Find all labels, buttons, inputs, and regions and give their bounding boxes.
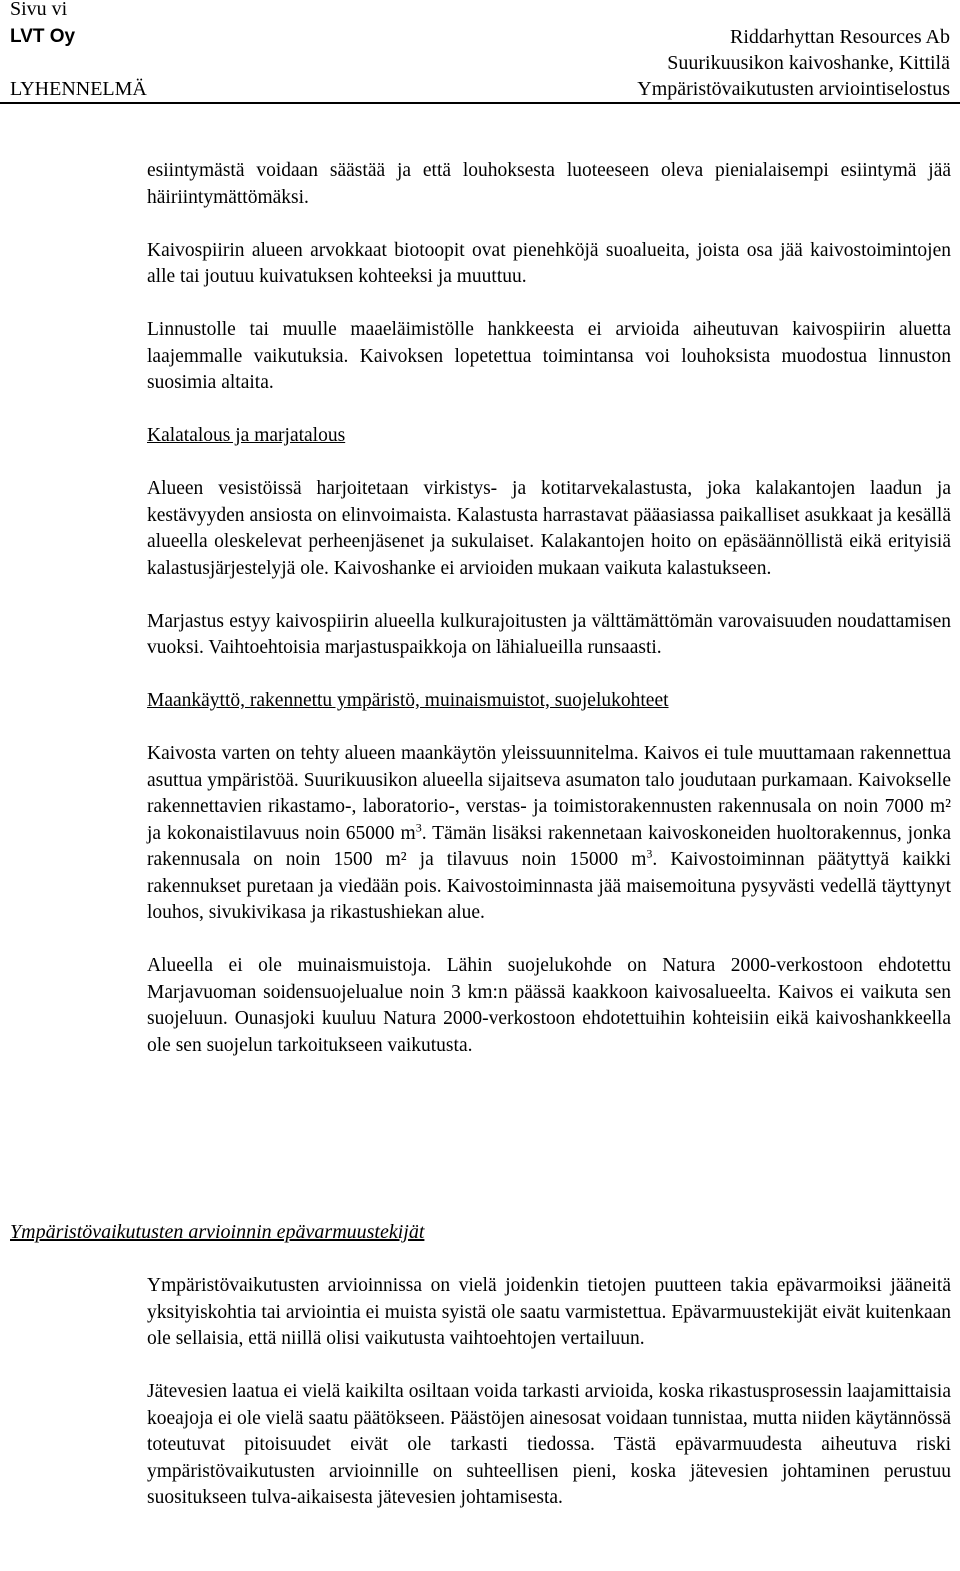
land-use-text-part3: . Kaivostoiminnan päätyttyä kaikki rakennukset puretaan ja viedään pois. Kaivostoiminnasta jää maisemoituna pysyvästi vedellä täyttynyt louhos, sivukivikasa ja rikastushiekan alue. bbox=[147, 849, 951, 923]
uncertainty-content bbox=[147, 1273, 951, 1512]
paragraph-berries: Marjastus estyy kaivospiirin alueella kulkurajoitusten ja välttämättömän varovaisuuden noudattamisen vuoksi. Vaihtoehtoisia marjastuspaikkoja on lähialueilla runsaasti. bbox=[147, 610, 951, 658]
land-use-text-part2: . Tämän lisäksi rakennetaan kaivoskoneiden huoltorakennus, jonka rakennusala on noin 1500 m² ja tilavuus noin 15000 m bbox=[147, 822, 951, 870]
page-number: Sivu vi bbox=[10, 0, 68, 20]
paragraph-land-use bbox=[147, 741, 951, 927]
heading-fishing-berries: Kalatalous ja marjatalous bbox=[147, 425, 346, 446]
paragraph-deposit: esiintymästä voidaan säästää ja että louhoksesta luoteeseen oleva pienialaisempi esiintymä jää häiriintymättömäksi. bbox=[147, 160, 951, 208]
main-content bbox=[147, 158, 951, 1086]
page-header bbox=[0, 0, 960, 104]
company-name: LVT Oy bbox=[10, 26, 76, 47]
paragraph-uncertainty-wastewater: Jätevesien laatua ei vielä kaikilta osiltaan voida tarkasti arvioida, koska rikastusprosessin laajamittaisia koeajoja ei ole vielä saatu päätökseen. Päästöjen ainesosat voidaan tunnistaa, mutta niiden käytännössä toteutuvat pitoisuudet eivät ole tarkasti tiedossa. Tästä epävarmuudesta aiheutuva riski ympäristövaikutusten arvioinnille on suhteellisen pieni, koska jätevesien johtaminen perustuu suositukseen tulva-aikaisesta jätevesien johtamisesta. bbox=[147, 1381, 951, 1508]
paragraph-fishing: Alueen vesistöissä harjoitetaan virkistys- ja kotitarvekalastusta, joka kalakantojen laadun ja kestävyyden ansiosta on elinvoimaista. Kalastusta harrastavat pääasiassa paikalliset asukkaat ja kesällä alueella oleskelevat perheenjäsenet ja sukulaiset. Kalakantojen hoito on epäsäännöllistä eikä erityisiä kalastusjärjestelyjä ole. Kaivoshanke ei arvioiden mukaan vaikuta kalastukseen. bbox=[147, 478, 951, 579]
project-name: Suurikuusikon kaivoshanke, Kittilä bbox=[667, 52, 950, 74]
superscript-3: 3 bbox=[646, 846, 653, 861]
paragraph-antiquities: Alueella ei ole muinaismuistoja. Lähin suojelukohde on Natura 2000-verkostoon ehdotettu Marjavuoman soidensuojelualue noin 3 km:n päässä kaakkoon kaivosalueelta. Kaivos ei vaikuta sen suojeluun. Ounasjoki kuuluu Natura 2000-verkostoon ehdotettuihin kohteisiin eikä kaivoshankkeella ole sen suojelun tarkoitukseen vaikutusta. bbox=[147, 955, 951, 1056]
land-use-text-part1: Kaivosta varten on tehty alueen maankäytön yleissuunnitelma. Kaivos ei tule muuttamaan rakennettua asuttua ympäristöä. Suurikuusikon alueella sijaitseva asumaton talo joudutaan purkamaan. Kaivokselle rakennettavien rikastamo-, laboratorio-, verstas- ja toimistorakennusten rakennusala on noin 7000 m² ja kokonaistilavuus noin 65000 m bbox=[147, 743, 951, 844]
report-title: Ympäristövaikutusten arviointiselostus bbox=[637, 78, 950, 100]
superscript-3: 3 bbox=[415, 820, 422, 834]
header-divider bbox=[0, 102, 960, 104]
heading-land-use: Maankäyttö, rakennettu ympäristö, muinaismuistot, suojelukohteet bbox=[147, 690, 669, 711]
paragraph-fauna: Linnustolle tai muulle maaeläimistölle hankkeesta ei arvioida aiheutuvan kaivospiirin aluetta laajemmalle vaikutuksia. Kaivoksen lopetettua toimintansa voi louhoksista muodostua linnuston suosimia altaita. bbox=[147, 319, 951, 393]
paragraph-uncertainty-general: Ympäristövaikutusten arvioinnissa on vielä joidenkin tietojen puutteen takia epävarmoiksi jääneitä yksityiskohtia tai arviointia ei muista syistä ole saatu varmistettua. Epävarmuustekijät eivät kuitenkaan ole sellaisia, että niillä olisi vaikutusta vaihtoehtojen vertailuun. bbox=[147, 1275, 951, 1349]
paragraph-biotopes: Kaivospiirin alueen arvokkaat biotoopit ovat pienehköjä suoalueita, joista osa jää kaivostoimintojen alle tai joutuu kuivatuksen kohteeksi ja muuttuu. bbox=[147, 239, 951, 287]
section-label: LYHENNELMÄ bbox=[10, 78, 147, 100]
client-name: Riddarhyttan Resources Ab bbox=[730, 26, 950, 48]
heading-uncertainties: Ympäristövaikutusten arvioinnin epävarmuustekijät bbox=[10, 1221, 425, 1243]
